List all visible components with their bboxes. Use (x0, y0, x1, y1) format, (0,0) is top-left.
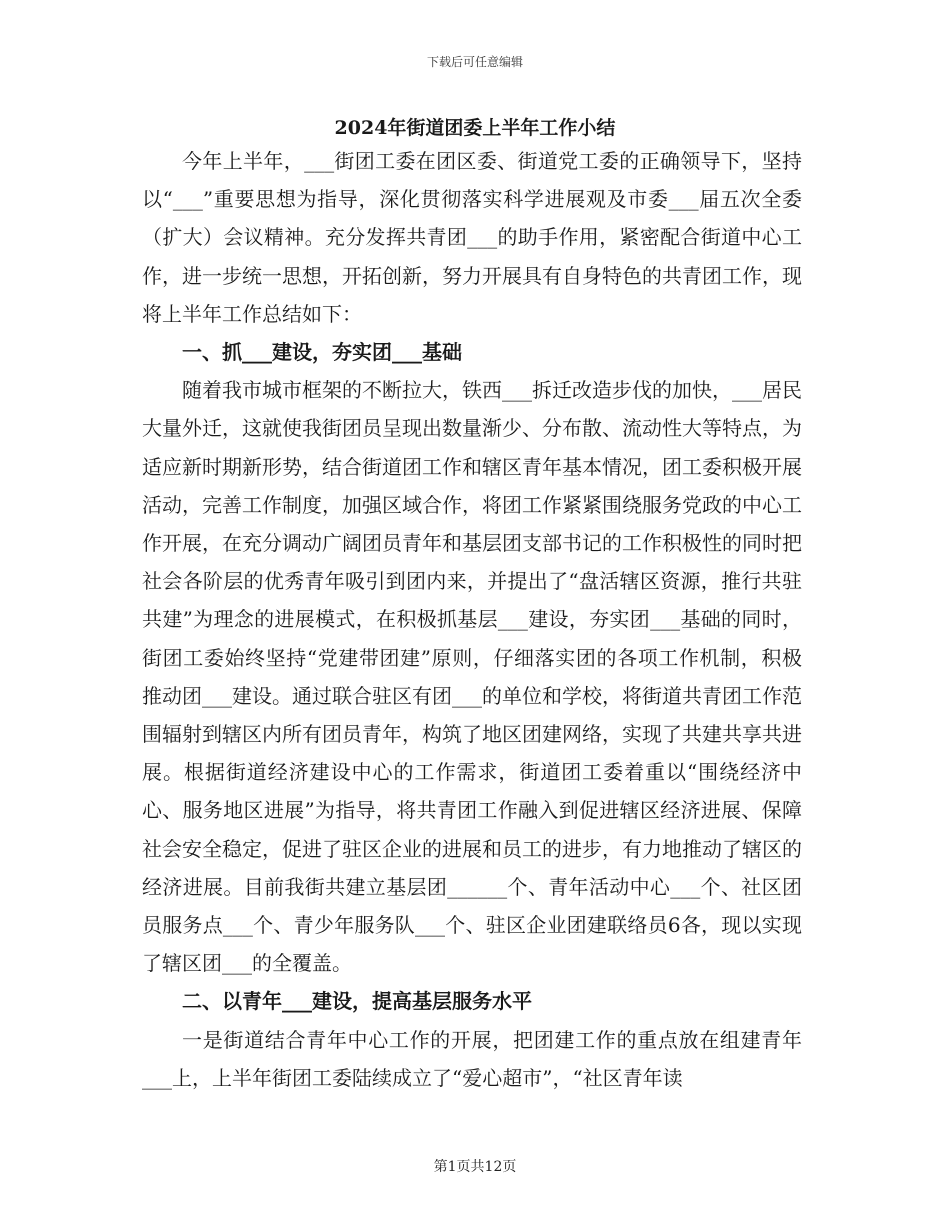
section-2-heading: 二、以青年___建设，提高基层服务水平 (182, 989, 532, 1014)
section-1-paragraph: 随着我市城市框架的不断拉大，铁西___拆迁改造步伐的加快，___居民大量外迁，这就使我街团员呈现出数量渐少、分布散、流动性大等特点，为适应新时期新形势，结合街道团工作和辖区青年基本情况，团工委积极开展活动，完善工作制度，加强区域合作，将团工作紧紧围绕服务党政的中心工作开展，在充分调动广阔团员青年和基层团支部书记的工作积极性的同时把社会各阶层的优秀青年吸引到团内来，并提出了“盘活辖区资源，推行共驻共建”为理念的进展模式，在积极抓基层___建设，夯实团___基础的同时，街团工委始终坚持“党建带团建”原则，仔细落实团的各项工作机制，积极推动团___建设。通过联合驻区有团___的单位和学校，将街道共青团工作范围辐射到辖区内所有团员青年，构筑了地区团建网络，实现了共建共享共进展。根据街道经济建设中心的工作需求，街道团工委着重以“围绕经济中心、服务地区进展”为指导，将共青团工作融入到促进辖区经济进展、保障社会安全稳定，促进了驻区企业的进展和员工的进步，有力地推动了辖区的经济进展。目前我街共建立基层团______个、青年活动中心___个、社区团员服务点___个、青少年服务队___个、驻区企业团建联络员6各，现以实现了辖区团___的全覆盖。 (142, 378, 802, 976)
page-header-note: 下载后可任意编辑 (426, 55, 523, 69)
intro-paragraph: 今年上半年，___街团工委在团区委、街道党工委的正确领导下，坚持以“___”重要思想为指导，深化贯彻落实科学进展观及市委___届五次全委（扩大）会议精神。充分发挥共青团___的助手作用，紧密配合街道中心工作，进一步统一思想，开拓创新，努力开展具有自身特色的共青团工作，现将上半年工作总结如下： (142, 149, 802, 326)
section-2-paragraph: 一是街道结合青年中心工作的开展，把团建工作的重点放在组建青年___上，上半年街团工委陆续成立了“爱心超市”，“社区青年读 (142, 1027, 802, 1090)
document-body (142, 142, 802, 1097)
section-1-heading: 一、抓___建设，夯实团___基础 (182, 340, 462, 365)
page-number-footer: 第1页共12页 (433, 1159, 517, 1175)
document-title: 2024年街道团委上半年工作小结 (334, 117, 616, 139)
